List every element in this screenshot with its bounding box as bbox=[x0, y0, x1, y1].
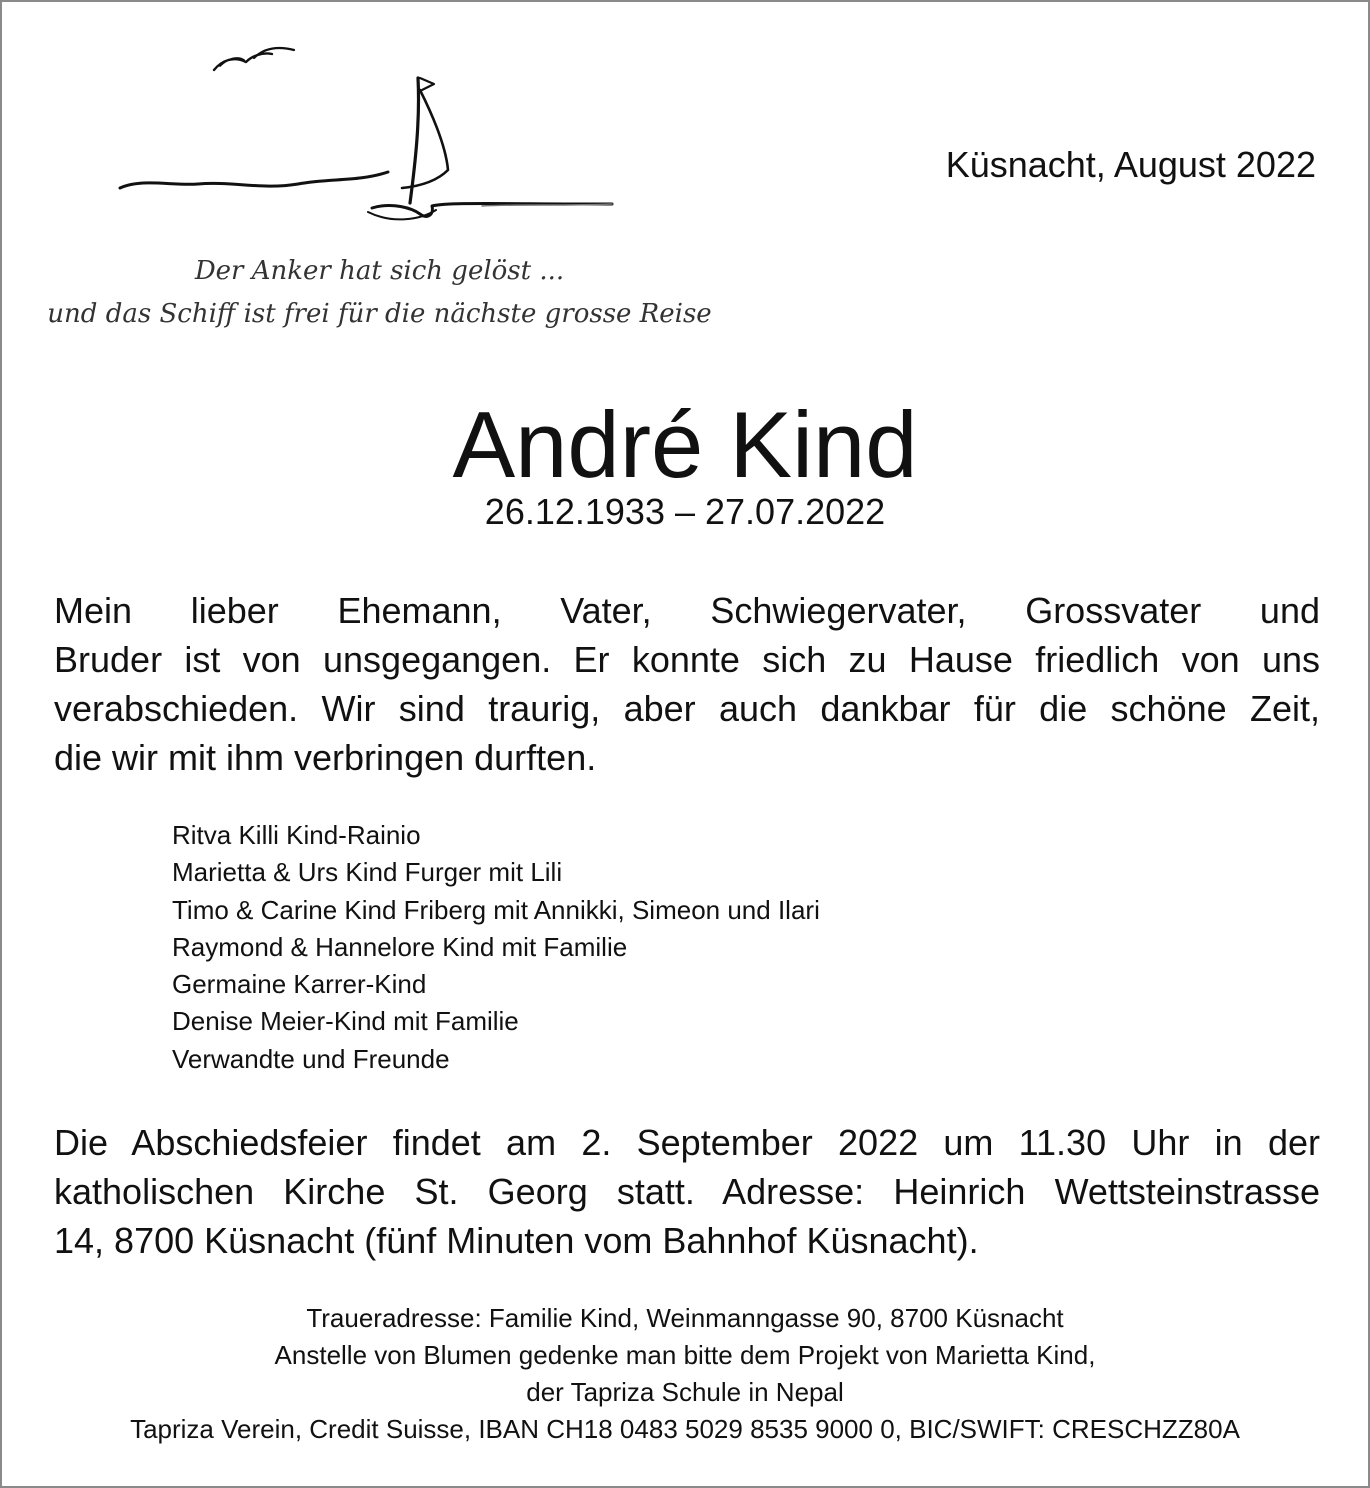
place-date: Küsnacht, August 2022 bbox=[945, 144, 1316, 185]
family-member: Germaine Karrer-Kind bbox=[172, 969, 427, 1000]
life-dates: 26.12.1933 – 27.07.2022 bbox=[484, 491, 886, 532]
donation-note: Anstelle von Blumen gedenke man bitte dem Projekt von Marietta Kind, bbox=[274, 1340, 1096, 1370]
ceremony-line: katholischen Kirche St. Georg statt. Adresse: Heinrich Wettsteinstrasse bbox=[54, 1171, 1320, 1212]
footer-info bbox=[2, 1300, 1368, 1448]
deceased-name: André Kind bbox=[452, 392, 918, 497]
family-member: Marietta & Urs Kind Furger mit Lili bbox=[172, 857, 563, 888]
message-line: Mein lieber Ehemann, Vater, Schwiegervater, Grossvater und bbox=[54, 590, 1320, 631]
message-paragraph bbox=[54, 586, 1320, 782]
message-line: Bruder ist von unsgegangen. Er konnte sich zu Hause friedlich von uns bbox=[54, 639, 1320, 680]
motto-line: und das Schiff ist frei für die nächste grosse Reise bbox=[47, 299, 712, 329]
message-line: verabschieden. Wir sind traurig, aber auch dankbar für die schöne Zeit, bbox=[54, 688, 1320, 729]
family-member: Verwandte und Freunde bbox=[172, 1043, 450, 1074]
family-member: Denise Meier-Kind mit Familie bbox=[172, 1006, 519, 1037]
ceremony-paragraph bbox=[54, 1118, 1320, 1265]
ceremony-line: Die Abschiedsfeier findet am 2. September 2022 um 11.30 Uhr in der bbox=[54, 1122, 1320, 1163]
ceremony-line: 14, 8700 Küsnacht (fünf Minuten vom Bahnhof Küsnacht). bbox=[54, 1220, 979, 1261]
mourning-address: Traueradresse: Familie Kind, Weinmanngasse 90, 8700 Küsnacht bbox=[306, 1303, 1064, 1333]
family-member: Ritva Killi Kind-Rainio bbox=[172, 820, 421, 850]
bank-details: Tapriza Verein, Credit Suisse, IBAN CH18 0483 5029 8535 9000 0, BIC/SWIFT: CRESCHZZ80A bbox=[130, 1414, 1240, 1444]
family-list bbox=[172, 817, 820, 1078]
donation-project: der Tapriza Schule in Nepal bbox=[526, 1377, 844, 1407]
motto bbox=[42, 250, 717, 336]
message-line: die wir mit ihm verbringen durften. bbox=[54, 737, 597, 778]
family-member: Timo & Carine Kind Friberg mit Annikki, Simeon und Ilari bbox=[172, 894, 820, 925]
motto-line: Der Anker hat sich gelöst ... bbox=[194, 256, 565, 286]
family-member: Raymond & Hannelore Kind mit Familie bbox=[172, 931, 628, 962]
sailboat-seagulls-sketch-icon bbox=[102, 38, 622, 228]
